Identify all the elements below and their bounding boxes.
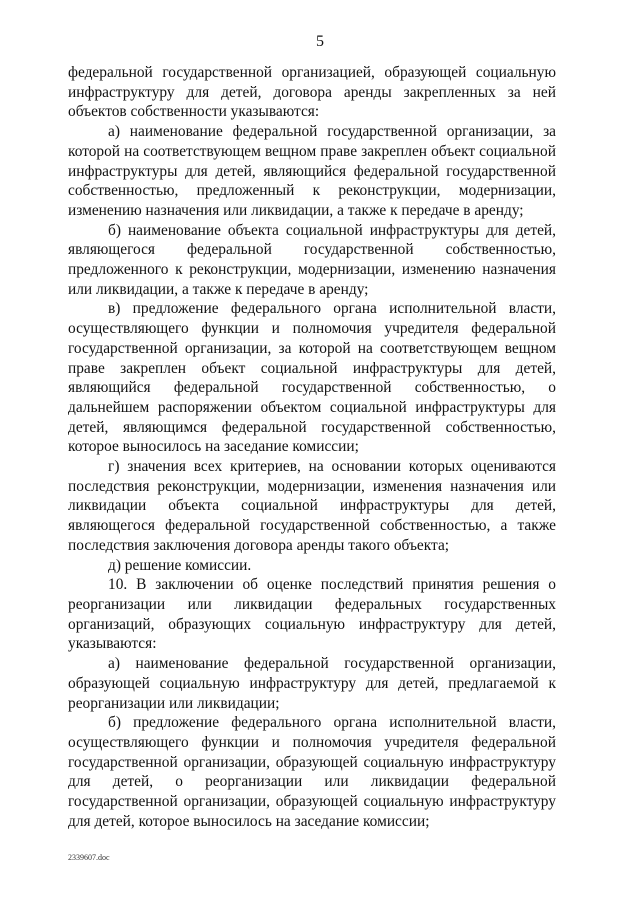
paragraph-item-v: в) предложение федерального органа исполнительной власти, осуществляющего функции и полномочия учредителя федеральной государственной организации, за которой на соответствующем вещном праве закреплен объект социальной инфраструктуры для детей, являющийся федеральной государственной собственностью, о дальнейшем распоряжении объектом социальной инфраструктуры для детей, являющимся федеральной государственной собственностью, которое выносилось на заседание комиссии; bbox=[68, 300, 556, 456]
paragraph-item-a: а) наименование федеральной государственной организации, за которой на соответствующем вещном праве закреплен объект социальной инфраструктуры для детей, являющийся федеральной государственной собственностью, предложенный к реконструкции, модернизации, изменению назначения или ликвидации, а также к передаче в аренду; bbox=[68, 123, 556, 219]
paragraph-item-g: г) значения всех критериев, на основании которых оцениваются последствия реконструкции, модернизации, изменения назначения или ликвидации объекта социальной инфраструктуры для детей, являющегося федеральной государственной собственностью, а также последствия заключения договора аренды такого объекта; bbox=[68, 458, 556, 554]
paragraph-section-10: 10. В заключении об оценке последствий принятия решения о реорганизации или ликвидации федеральных государственных организаций, образующих социальную инфраструктуру для детей, указываются: bbox=[68, 576, 556, 653]
paragraph-section-10-item-b: б) предложение федерального органа исполнительной власти, осуществляющего функции и полномочия учредителя федеральной государственной организации, образующей социальную инфраструктуру для детей, о реорганизации или ликвидации федеральной государственной организации, образующей социальную инфраструктуру для детей, которое выносилось на заседание комиссии; bbox=[68, 714, 556, 830]
paragraph-item-b: б) наименование объекта социальной инфраструктуры для детей, являющегося федеральной государственной собственностью, предложенного к реконструкции, модернизации, изменению назначения или ликвидации, а также к передаче в аренду; bbox=[68, 221, 556, 298]
page-number: 5 bbox=[316, 33, 324, 50]
paragraph-continuation: федеральной государственной организацией, образующей социальную инфраструктуру для детей, договора аренды закрепленных за ней объектов собственности указываются: bbox=[68, 64, 556, 121]
footer-document-code: 2339607.doc bbox=[68, 853, 110, 862]
paragraph-item-d: д) решение комиссии. bbox=[108, 556, 252, 574]
paragraph-section-10-item-a: а) наименование федеральной государственной организации, образующей социальную инфраструктуру для детей, предлагаемой к реорганизации или ликвидации; bbox=[68, 655, 556, 712]
document-body bbox=[68, 63, 556, 831]
